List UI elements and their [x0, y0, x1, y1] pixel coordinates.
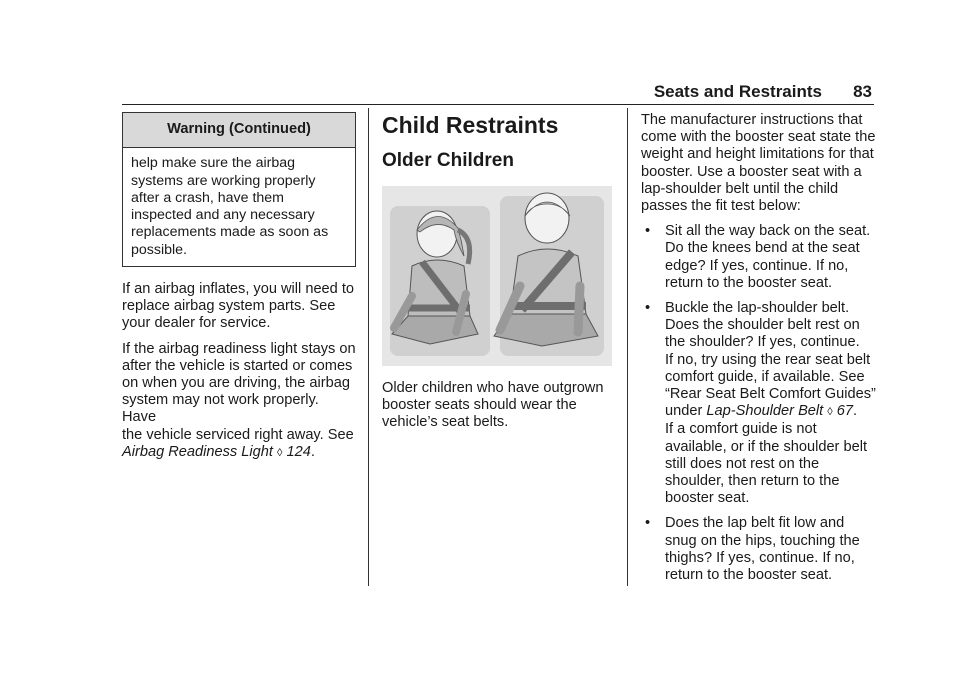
heading-older-children: Older Children: [382, 150, 514, 171]
cross-reference-page[interactable]: 124: [286, 443, 311, 460]
warning-line: inspected and any necessary: [131, 207, 315, 224]
fit-test-list: [641, 223, 877, 584]
column-divider: [368, 108, 369, 586]
warning-body: [123, 148, 355, 266]
warning-title: Warning (Continued): [123, 113, 355, 148]
warning-line: possible.: [131, 241, 187, 258]
page-header: [122, 82, 874, 105]
list-item: • Buckle the lap-shoulder belt. Does the shoulder belt rest on the shoulder? If yes, continue. If no, try using the rear seat belt comfort guide, if available. See “Rear Seat Belt Comfort Guides” under Lap-Shoulder Belt ◊ 67. If a comfort guide is not available, or if the shoulder belt still does not rest on the shoulder, then return to the booster seat.: [645, 300, 876, 507]
illustration-caption: Older children who have outgrown booster seats should wear the vehicle’s seat belts.: [382, 380, 604, 431]
list-item: • Sit all the way back on the seat. Do the knees bend at the seat edge? If yes, continue. If no, return to the booster seat.: [645, 223, 871, 291]
cross-reference-page[interactable]: 67: [836, 403, 854, 420]
column-divider: [627, 108, 628, 586]
column-middle: [382, 112, 612, 440]
warning-line: replacements made as soon as: [131, 224, 329, 241]
list-item: • Does the lap belt fit low and snug on the hips, touching the thighs? If yes, continue. If no, return to the booster seat.: [645, 515, 860, 584]
paragraph-airbag-inflates: If an airbag inflates, you will need to replace airbag system parts. See your dealer for service.: [122, 280, 355, 332]
cross-reference-line: Airbag Readiness Light ◊ 124.: [122, 443, 315, 460]
cross-reference-line: under Lap-Shoulder Belt ◊ 67.: [665, 403, 858, 420]
paragraph-readiness-light: If the airbag readiness light stays on after the vehicle is started or comes on when you are driving, the airbag system may not work properly. Have the vehicle serviced right away. See Airbag Readiness Light ◊ 124.: [122, 341, 356, 462]
bullet-icon: •: [645, 300, 651, 317]
column-right: [641, 112, 877, 592]
illustration-children-seat-belts: [382, 186, 612, 366]
cross-reference-link[interactable]: Airbag Readiness Light: [122, 443, 273, 460]
heading-child-restraints: Child Restraints: [382, 112, 559, 138]
bullet-icon: •: [645, 223, 651, 240]
cross-reference-link[interactable]: Lap-Shoulder Belt: [706, 403, 824, 420]
warning-line: after a crash, have them: [131, 189, 284, 206]
bullet-icon: •: [645, 515, 651, 532]
section-title: Seats and Restraints: [653, 82, 822, 101]
page-reference-icon: ◊: [276, 446, 283, 459]
column-left: [122, 112, 356, 470]
page-number: 83: [853, 82, 872, 101]
page-reference-icon: ◊: [827, 406, 833, 419]
warning-box: [122, 112, 356, 267]
paragraph-fit-test-intro: The manufacturer instructions that come with the booster seat state the weight and height limitations for that booster. Use a booster seat with a lap-shoulder belt until the child passes the fit test below:: [641, 112, 876, 215]
warning-line: systems are working properly: [131, 172, 316, 189]
warning-line: help make sure the airbag: [131, 155, 296, 172]
